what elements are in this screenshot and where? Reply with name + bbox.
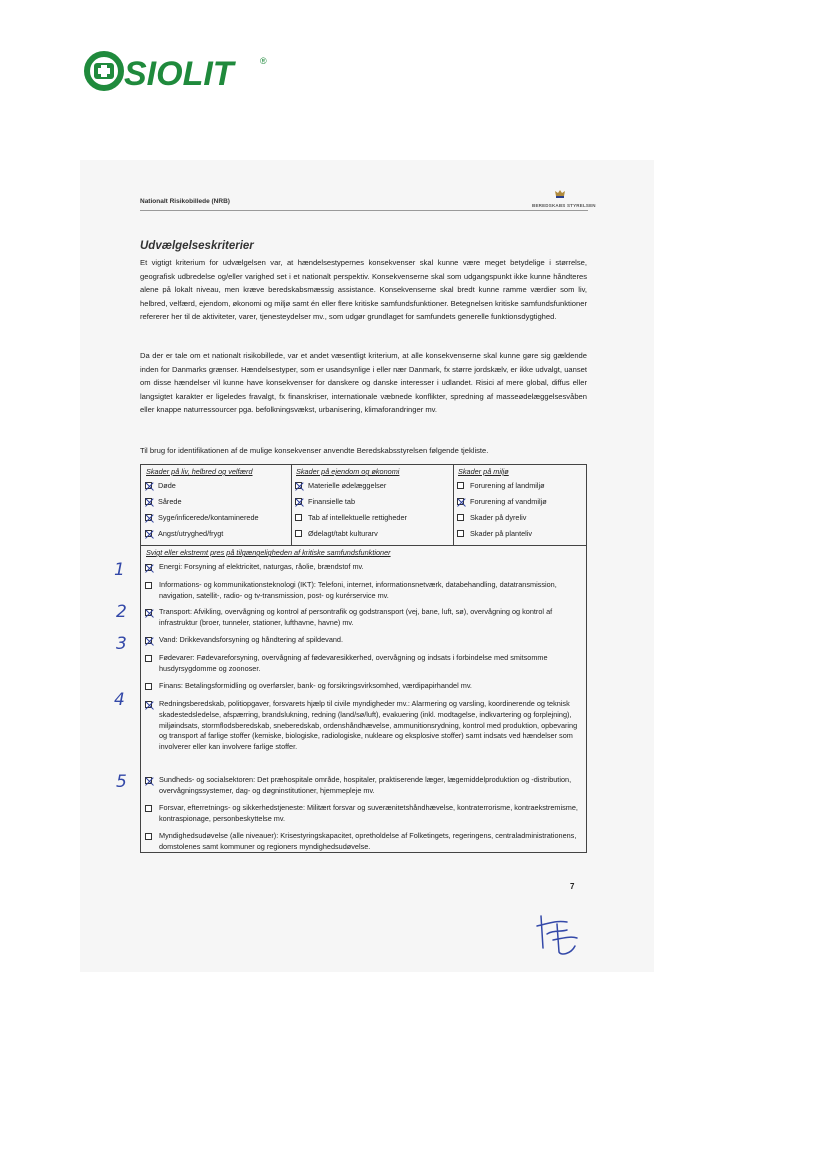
scanned-page <box>80 160 654 972</box>
checklist-item[interactable]: Syge/inficerede/kontaminerede <box>145 513 259 523</box>
checkbox[interactable] <box>295 514 302 521</box>
section-title: Udvælgelseskriterier <box>140 240 254 252</box>
functions-heading: Svigt eller ekstremt pres på tilgængeligheden af kritiske samfundsfunktioner <box>146 548 391 557</box>
checkbox-checked[interactable] <box>145 482 152 489</box>
paragraph-1: Et vigtigt kriterium for udvælgelsen var, at hændelsestypernes konsekvenser skal kunne være meget betydelige i størrelse, geografisk udbredelse og/eller varighed set i et nationalt perspektiv. Konsekvenserne skal som udgangspunkt ikke kunne håndteres alene på lokalt niveau, men kræve beredskabsmæssig assistance. Konsekvenserne skal bredt kunne ramme værdier som liv, helbred, velfærd, ejendom, økonomi og miljø samt én eller flere kritiske samfundsfunktioner. Betegnelsen kritiske samfundsfunktioner refererer her til de aktiviteter, varer, tjenesteydelser mv., som udgør grundlaget for samfundets generelle funktionsdygtighed. <box>140 258 587 321</box>
svg-text:®: ® <box>260 56 267 66</box>
checklist-item[interactable]: Skader på planteliv <box>457 529 532 539</box>
beredskabsstyrelsen-logo <box>532 190 596 210</box>
checklist-item[interactable]: Tab af intellektuelle rettigheder <box>295 513 407 523</box>
checklist-item[interactable]: Sårede <box>145 497 182 507</box>
handwritten-mark: 1 <box>114 560 125 580</box>
checkbox-checked[interactable] <box>145 498 152 505</box>
checkbox[interactable] <box>145 805 152 812</box>
handwritten-mark: 5 <box>116 772 127 792</box>
function-item[interactable]: Energi: Forsyning af elektricitet, naturgas, råolie, brændstof mv. <box>145 562 582 573</box>
function-item[interactable]: Informations- og kommunikationsteknologi (IKT): Telefoni, internet, informationsnetværk, databehandling, datatransmission, navigation, satellit-, radio- og tv-transmission, post- og kurérservice mv. <box>145 580 582 602</box>
scan-content <box>114 160 654 972</box>
checkbox-checked[interactable] <box>145 637 152 644</box>
document-header-left: Nationalt Risikobillede (NRB) <box>140 198 230 205</box>
checkbox[interactable] <box>457 530 464 537</box>
function-item[interactable]: Fødevarer: Fødevareforsyning, overvågning af fødevaresikkerhed, overvågning og indsats i forbindelse med smitsomme husdyrsygdomme og zoonoser. <box>145 653 582 675</box>
checklist-item[interactable]: Forurening af landmiljø <box>457 481 545 491</box>
consequence-columns <box>141 465 586 546</box>
function-item[interactable]: Sundheds- og socialsektoren: Det præhospitale område, hospitaler, praktiserende læger, lægemiddelproduktion og -distribution, overvågningssystemer, dag- og døgninstitutioner, hjemmepleje mv. <box>145 775 582 797</box>
signature-initials <box>533 912 593 957</box>
svg-text:SIOLIT: SIOLIT <box>124 55 234 93</box>
checklist-item[interactable]: Materielle ødelæggelser <box>295 481 386 491</box>
checklist-item[interactable]: Ødelagt/tabt kulturarv <box>295 529 378 539</box>
column-property-economy <box>291 465 454 545</box>
column-heading: Skader på liv, helbred og velfærd <box>146 467 253 476</box>
checkbox-checked[interactable] <box>145 564 152 571</box>
checkbox-checked[interactable] <box>145 609 152 616</box>
page-number: 7 <box>570 882 575 891</box>
function-item[interactable]: Redningsberedskab, politiopgaver, forsvarets hjælp til civile myndigheder mv.: Alarmering og varsling, koordinerende og teknisk skadestedsledelse, afspærring, brandslukning, redning (land/sø/luft), evakuering (inkl. modtagelse, indkvartering og forplejning), miljøindsats, stormflodsberedskab, sneberedskab, ordenshåndhævelse, ammunitionsrydning, kontrol med produktion, opbevaring og transport af farlige stoffer (kemiske, biologiske, radiologiske, nukleare og eksplosive stoffer) samt indsats ved hændelser som involverer eller kan involvere farlige stoffer. <box>145 699 582 753</box>
function-item[interactable]: Finans: Betalingsformidling og overførsler, bank- og forsikringsvirksomhed, værdipapirhandel mv. <box>145 681 582 692</box>
paragraph-2: Da der er tale om et nationalt risikobillede, var et andet væsentligt kriterium, at alle konsekvenserne skal kunne gøre sig gældende inden for Danmarks grænser. Hændelsestyper, som er usandsynlige i eller nær Danmark, fx større jordskælv, er ikke udvalgt, uanset om disse hændelser vil kunne have konsekvenser for danskere og danske interesser i udlandet. Risici af mere global, diffus eller langsigtet karakter er ligeledes fravalgt, fx finanskriser, internationale væbnede konflikter, spredning af masseødelæggelsesvåben eller knappe naturressourcer pga. befolkningsvækst, urbanisering, klimaforandringer mv. <box>140 351 587 414</box>
checkbox-checked[interactable] <box>295 482 302 489</box>
checkbox-checked[interactable] <box>457 498 464 505</box>
function-item[interactable]: Transport: Afvikling, overvågning og kontrol af persontrafik og godstransport (vej, bane, luft, sø), overvågning og kontrol af infrastruktur (broer, tunneler, stationer, lufthavne, havne) mv. <box>145 607 582 629</box>
column-environment <box>453 465 587 545</box>
header-divider <box>140 210 588 211</box>
checklist-item[interactable]: Finansielle tab <box>295 497 355 507</box>
column-life-health <box>141 465 292 545</box>
beredskabsstyrelsen-text: BEREDSKABS STYRELSEN <box>532 203 596 208</box>
function-item[interactable]: Vand: Drikkevandsforsyning og håndtering af spildevand. <box>145 635 582 646</box>
checkbox[interactable] <box>457 514 464 521</box>
checkbox-checked[interactable] <box>145 777 152 784</box>
consequence-checklist <box>140 464 587 853</box>
checkbox[interactable] <box>145 833 152 840</box>
checkbox[interactable] <box>145 582 152 589</box>
checkbox[interactable] <box>457 482 464 489</box>
siolit-logo-graphic <box>82 48 272 94</box>
paragraph-3: Til brug for identifikationen af de mulige konsekvenser anvendte Beredskabsstyrelsen følgende tjekliste. <box>140 446 489 455</box>
checkbox-checked[interactable] <box>145 530 152 537</box>
checkbox[interactable] <box>295 530 302 537</box>
handwritten-mark: 4 <box>114 690 125 710</box>
checkbox-checked[interactable] <box>145 701 152 708</box>
checkbox[interactable] <box>145 655 152 662</box>
handwritten-mark: 2 <box>116 602 127 622</box>
function-item[interactable]: Myndighedsudøvelse (alle niveauer): Krisestyringskapacitet, opretholdelse af Folketingets, regeringens, centraladministrationens, domstolenes samt kommuner og regioners myndighedsudøvelse. <box>145 831 582 853</box>
column-heading: Skader på miljø <box>458 467 509 476</box>
checklist-item[interactable]: Angst/utryghed/frygt <box>145 529 223 539</box>
checkbox-checked[interactable] <box>145 514 152 521</box>
checklist-item[interactable]: Forurening af vandmiljø <box>457 497 547 507</box>
checkbox[interactable] <box>145 683 152 690</box>
handwritten-mark: 3 <box>116 634 127 654</box>
checklist-item[interactable]: Døde <box>145 481 176 491</box>
checkbox-checked[interactable] <box>295 498 302 505</box>
column-heading: Skader på ejendom og økonomi <box>296 467 400 476</box>
siolit-logo <box>82 48 272 94</box>
function-item[interactable]: Forsvar, efterretnings- og sikkerhedstjeneste: Militært forsvar og suverænitetshåndhævelse, kontraterrorisme, kontraekstremisme, kontraspionage, personbeskyttelse mv. <box>145 803 582 825</box>
checklist-item[interactable]: Skader på dyreliv <box>457 513 526 523</box>
